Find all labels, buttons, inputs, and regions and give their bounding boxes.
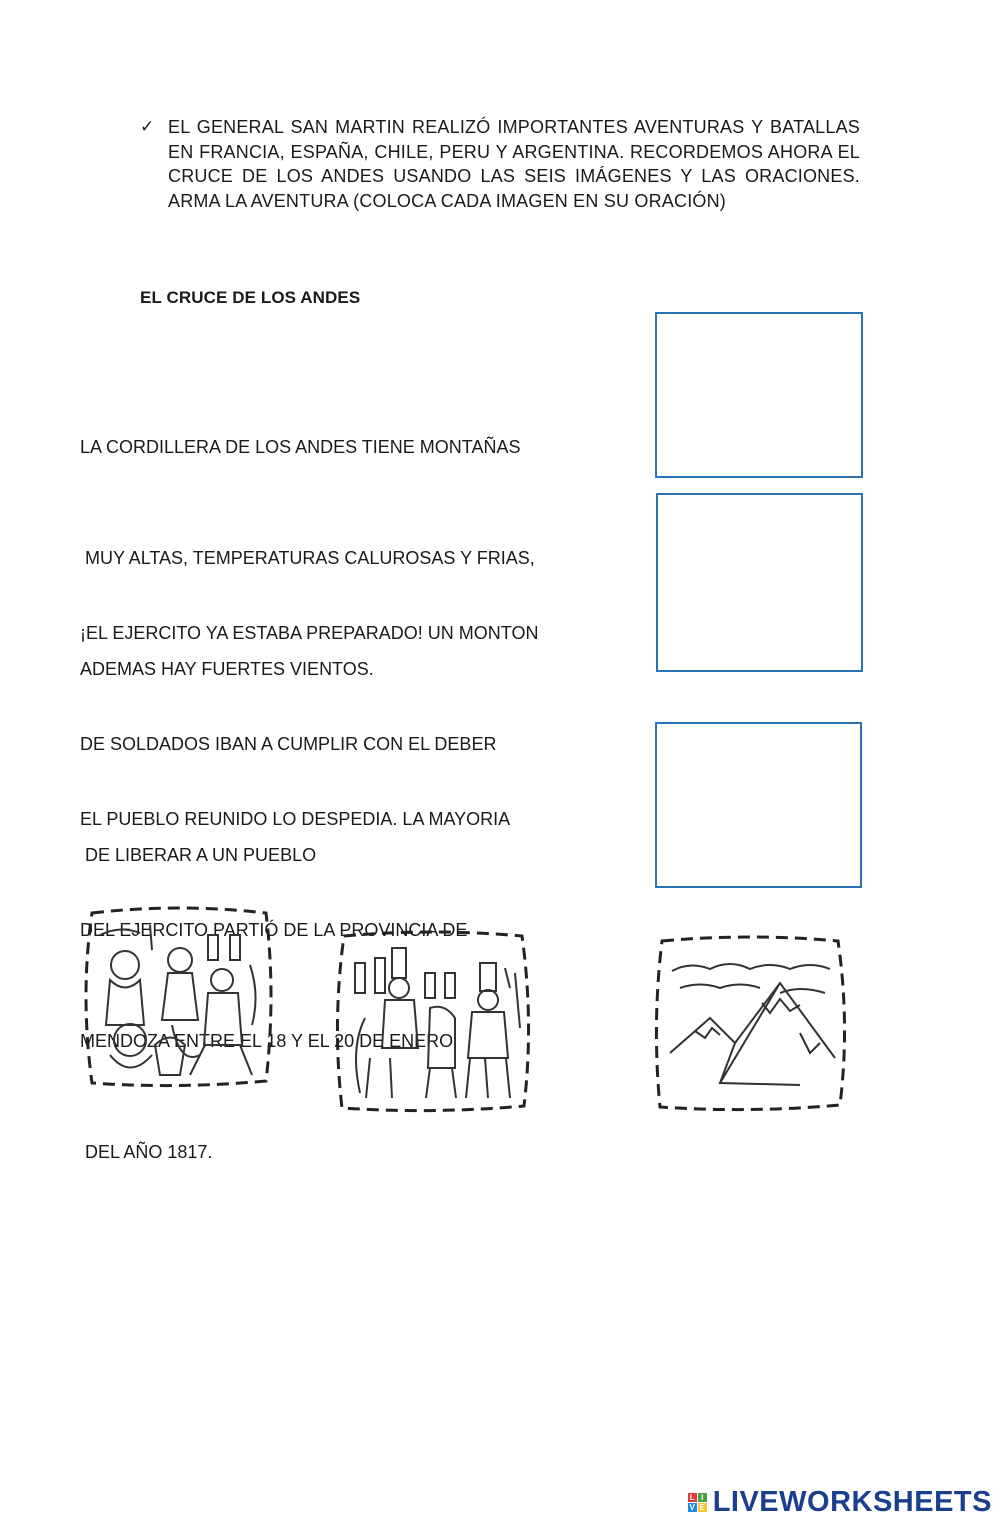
logo-badge-letter: V [689,1503,695,1512]
checkmark-icon: ✓ [140,117,155,136]
sentence-line: DE SOLDADOS IBAN A CUMPLIR CON EL DEBER [80,734,497,754]
sentence-line: DEL EJERCITO PARTIÓ DE LA PROVINCIA DE [80,920,468,940]
logo-badge-letter: L [688,1493,697,1502]
logo-badge-icon [688,1493,707,1512]
liveworksheets-logo [688,1486,992,1519]
army-soldiers-icon [330,928,536,1116]
logo-badge-letter: I [698,1493,707,1502]
crowd-farewell-icon [80,905,276,1089]
sentence-line: LA CORDILLERA DE LOS ANDES TIENE MONTAÑAS [80,437,521,457]
drop-box-1[interactable] [655,312,863,478]
draggable-image-2[interactable] [330,928,536,1116]
drop-box-3[interactable] [655,722,862,888]
instruction-block [140,115,860,213]
sentence-line: DEL AÑO 1817. [80,1142,213,1162]
logo-badge-letter: E [699,1503,705,1512]
section-title: EL CRUCE DE LOS ANDES [140,288,361,307]
drop-box-2[interactable] [656,493,863,672]
sentence-line: ¡EL EJERCITO YA ESTABA PREPARADO! UN MONTON [80,623,539,643]
sentence-line: EL PUEBLO REUNIDO LO DESPEDIA. LA MAYORIA [80,809,511,829]
draggable-image-3[interactable] [650,933,850,1115]
mountains-icon [650,933,850,1115]
logo-text: LIVEWORKSHEETS [712,1486,992,1518]
sentence-line: ADEMAS HAY FUERTES VIENTOS. [80,659,374,679]
sentence-line: DE LIBERAR A UN PUEBLO [80,845,317,865]
sentence-line: MENDOZA ENTRE EL 18 Y EL 20 DE ENERO [80,1031,454,1051]
sentence-line: MUY ALTAS, TEMPERATURAS CALUROSAS Y FRIAS, [80,548,535,568]
draggable-image-1[interactable] [80,905,276,1089]
instruction-text: EL GENERAL SAN MARTIN REALIZÓ IMPORTANTES AVENTURAS Y BATALLAS EN FRANCIA, ESPAÑA, CHILE, PERU Y ARGENTINA. RECORDEMOS AHORA EL CRUCE DE LOS ANDES USANDO LAS SEIS IMÁGENES Y LAS ORACIONES. ARMA LA AVENTURA (COLOCA CADA IMAGEN EN SU ORACIÓN) [168,117,860,211]
